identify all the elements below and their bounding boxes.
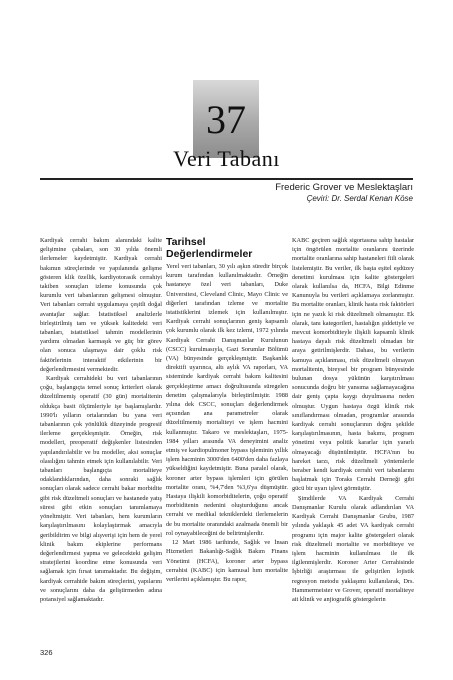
text-column-right	[292, 236, 414, 626]
paragraph: Şimdilerde VA Kardiyak Cerrahi Danışmanlar Kurulu olarak adlandırılan VA Kardiyak Cerrahi Danışmanlar Grubu, 1987 yılında yaklaşık 45 adet VA kardiyak cerrahi programı için major kalite göstergeleri olarak risk düzeltmeli mortalite ve morbiditeye ve işlem hacminin kullanılması ile ilk ilgilenmişlerdir. Koroner Arter Cerrahisinde İşbirliği araştırması ile gelişirilen lojistik regresyon metodu yaklaşımı kullanılarak, Drs. Hammermeister ve Grover, operatif mortaliteye ait klinik ve anjiografik göstergelerin	[292, 494, 414, 603]
paragraph: KABC geçiren sağlık sigortasına sahip hastalar için öngörülen mortalite oranlarını üzerinde mortalite oranlarına sahip hastaneleri fiili olarak listelemiştir. Bu veriler, ilk başta eşitel eşdüzey denetimi kurulması için kalite göstergeleri olarak kullanılsa da, HCFA, Bilgi Edinme Kanunuyla bu verileri açıklamaya zorlanmıştır. Bu mortalite oranları, klinik hasta risk faktörleri için ne yazık ki risk düzeltmeli olmamıştır. Ek olarak, tanı kategorileri, hastalığın şiddetiyle ve mevcut komorbiditeyle ilişkili kapsamlı klinik hastaya dayalı risk düzeltmeli olmadan bir araya getirilmişlerdir. Dahası, bu verilerin kamuya açıklanması, risk düzeltmeli olmayan mortalitenin, bireysel bir program bünyesinde bulunan dosya yükünün karşıtırılması sonucunda doğru bir yansıma sağlamayacağına dair geniş çapta kaygı duyulmasına neden olmuştur. Uygun hastaya özgü klinik risk sınıflandırması olmadan, programlar arasında kardiyak cerrahi sonuçlarının doğru şekilde karşılaştırılmasının, hasta bakımı, program yönetimi veya politik kararlar için yararlı olmayacağı düşünülmüştür. HCFA'nın bu hareket tarzı, risk düzeltmeli yöntemlerle beraber kendi kardiyak cerrahi veri tabanlarını başlatmak için Toraks Cerrahi Derneği gibi gücü bir uyarı işlevi görmüştür.	[292, 237, 414, 493]
paragraph: Kardiyak cerrahi bakım alanındaki kalite gelişimine çabaları, son 30 yılda önemli ilerlemeler kaydetmiştir. Kardiyak cerrahi bakımın süreçlerinde ve yapılanında gelişme gösteren klik özellik, kardiyotorasik cerrahiyi takiben sonuçları izleme konusunda çok kurumlu veri tabanlarının gelişmesi olmuştur. Veri tabanları cerrahi uygulamaya çeşitli doğal avantajlar sağlar. İstatistiksel analizlerle birleştirilmiş tam ve yüksek kalitedeki veri tabanları, istatistiksel tahmin modellerinin yardımı olmadan karmaşık ve güç bir görev olan sonuca ulaşmaya dair çoklu risk faktörlerinin interaktif etkilerinin bir değerlendirmesini vermektedir.	[40, 237, 162, 373]
text-column-left	[40, 236, 162, 626]
paragraph: Kardiyak cerrahideki bu veri tabanlarının çoğu, başlangıçta temel sonuç kriterleri olarak düzeltilmemiş operatif (30 gün) mortalitenin oldukça basit ölçümleriyle işe başlamışlardır. 1990'lı yılların ortalarından bu yana veri tabanlarının çok yönlülük düzeyinde progresif ilerleme gerçekleşmiştir. Örneğin, risk modelleri, preoperatif değişkenler listesinden yapılandırılabilir ve bu modeller, aksi sonuçlar olasılığını tahmin etmek için kullanılabilir. Veri tabanları başlangıçta mortaliteye odaklandıklarından, daha sonraki sağlık sonuçları olarak sadece cerrahi bakar morbidite gibi risk düzeltmeli sonuçları ve hastanede yatış süresi gibi etkin sonuçları tanımlamaya yöneltmiştir. Veri tabanları, hem kurumların karşılaştırılmasını kolaylaştırmak amacıyla geribildirim ve bilgi alışverişi için hem de yerel klinik bakım ekiplerine performans değerlendirmesi yapma ve gelecekteki gelişim stratejilerini koordine etme konusunda veri sağlamak için fırsat tanımaktadır. Bu değişim, kardiyak cerrahide bakım süreçlerini, yapılarını ve sonuçlarını daha da geliştirmeden adına potansiyel sağlamaktadır.	[40, 375, 162, 603]
paragraph: 12 Mart 1986 tarihinde, Sağlık ve İnsan Hizmetleri Bakanlığı-Sağlık Bakım Finans Yönetimi (HCFA), koroner arter bypass cerrahisi (KABC) için kamusal hım mortalite verilerini açıklamıştır. Bu rapor,	[166, 539, 288, 583]
paragraph: Yerel veri tabanları, 30 yılı aşkın süredir birçok kurum tarafından kullanılmaktadır. Örneğin hastaneye özel veri tabanları, Duke Üniversitesi, Cleveland Clinic, Mayo Clinic ve diğerleri tarafından izleme ve mortalite istatistiklerini izlemek için kullanılmıştır. Kardiyak cerrahi sonuçlarının geniş kapsamlı çok kurumlu olarak ilk kez izlemi, 1972 yılında Kardiyak Cerrahi Danışmanlar Kurulunun (CSCC) kurulmasıyla, Gazi Sorumlar Bölümü (VA) bünyesinde gerçekleşmiştir. Başkanlık direktifi uyarınca, altı aylık VA raporları, VA sisteminde kardiyak cerrahi bakım kalitesini gerçekleştirme amacı doğrultusunda süregelen denetim çalışmalarıyla birleştirilmiştir. 1988 yılına dek CSCC, sonuçları değerlendirmek açısından ana parametreler olarak düzeltilmemiş mortaliteyi ve işlem hacmini kullanmıştır. Takaro ve meslektaşları, 1975-1984 yılları arasında VA deneyimini analiz etmiş ve kardiopulmoner bypass işleminin yıllık işlem hacminin 3000'den 6400'den daha fazlaya yükseldiğini kaydetmiştir. Buna paralel olarak, koroner arter bypass işlemleri için görülen mortalite oranı, %4,7'den %3,6'ya düşmüştür. Hastaya ilişkili komorbiditelerin, çoğu operatif morbiditenin nedenini oluşturduğunu ancak cerrahi ve medikal tekniklerdeki ilerlemelerin de bu mortalite oranındaki azalmada önemli bir rol oynayabileceğini de belirtmişlerdir.	[166, 263, 288, 537]
chapter-number: 37	[206, 97, 246, 142]
chapter-authors: Frederic Grover ve Meslektaşları	[275, 182, 413, 193]
page-number: 326	[40, 648, 53, 657]
chapter-title: Veri Tabanı	[173, 146, 280, 171]
title-divider	[40, 178, 413, 180]
text-column-middle	[166, 262, 288, 626]
chapter-translator: Çeviri: Dr. Serdal Kenan Köse	[306, 194, 413, 203]
section-heading: Tarihsel Değerlendirmeler	[166, 236, 253, 260]
